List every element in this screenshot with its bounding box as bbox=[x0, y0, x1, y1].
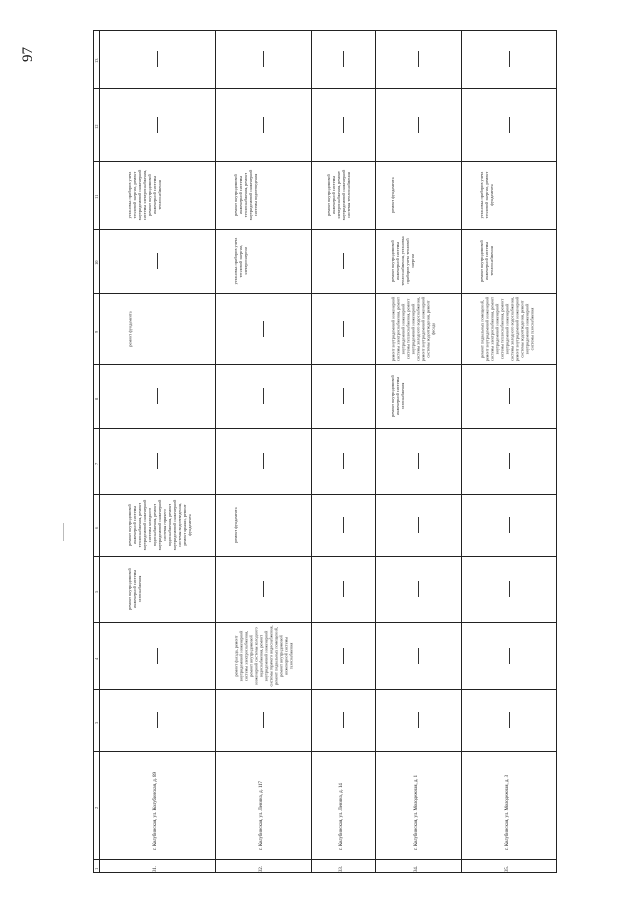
address-cell: г. Колубинская, ул. Колубинская, д. 89 bbox=[153, 772, 158, 850]
empty-dash bbox=[343, 321, 344, 337]
column-number: 8 bbox=[94, 397, 99, 400]
empty-dash bbox=[157, 51, 158, 67]
table-row-border bbox=[461, 30, 462, 873]
empty-dash bbox=[157, 453, 158, 469]
work-type-cell: ремонт фундамента bbox=[390, 177, 395, 213]
table-column-border bbox=[93, 161, 557, 162]
table-row-border bbox=[99, 30, 100, 873]
empty-dash bbox=[418, 453, 419, 469]
table-row-border bbox=[556, 30, 557, 873]
table-column-border bbox=[93, 293, 557, 294]
work-type-cell: ремонт фундамента bbox=[127, 310, 132, 347]
empty-dash bbox=[157, 712, 158, 728]
work-type-cell: ремонт внутридомовой инженерной системы электроснабжения, ремонт внутридомовой инженерной системы теплоснабжения, ремонт внутридомовой инженерной системы холодного водоснабжения, ремонт внутридомовой инженерной системы водоотведения, ремонт фасада bbox=[390, 296, 435, 361]
empty-dash bbox=[263, 712, 264, 728]
work-type-cell: установка приборов учета тепловой энергии, ремонт фундамента bbox=[479, 171, 494, 219]
table-column-border bbox=[93, 364, 557, 365]
empty-dash bbox=[343, 648, 344, 664]
table-column-border bbox=[93, 872, 557, 873]
work-type-cell: ремонт внутридомовой инженерной системы электроснабжения, ремонт внутридомовой инженерной системы теплоснабжения bbox=[326, 169, 351, 221]
work-type-cell: ремонт внутридомовой инженерной системы теплоснабжения bbox=[479, 240, 494, 282]
address-cell: г. Колубинская, ул. Ленина, д. 117 bbox=[259, 781, 264, 850]
column-number: 6 bbox=[94, 526, 99, 529]
table-row-border bbox=[311, 30, 312, 873]
empty-dash bbox=[343, 712, 344, 728]
work-type-cell: ремонт внутридомовой инженерной системы газоснабжения bbox=[390, 375, 405, 417]
table-column-border bbox=[93, 30, 557, 31]
empty-dash bbox=[509, 517, 510, 533]
work-type-cell: ремонт внутридомовой инженерной системы теплоснабжения, установка приборов учета тепловой энергии bbox=[390, 236, 415, 286]
empty-dash bbox=[343, 117, 344, 133]
column-number: 7 bbox=[94, 462, 99, 465]
table-row-border bbox=[215, 30, 216, 873]
column-number: 11 bbox=[94, 194, 99, 199]
table-column-border bbox=[93, 689, 557, 690]
empty-dash bbox=[418, 117, 419, 133]
row-number: 31. bbox=[153, 866, 158, 872]
margin-mark bbox=[63, 523, 64, 541]
table-column-border bbox=[93, 751, 557, 752]
column-number: 12 bbox=[94, 124, 99, 129]
page-number: 97 bbox=[20, 47, 36, 62]
address-cell: г. Колубинская, ул. Молодежная, д. 1 bbox=[414, 774, 419, 850]
empty-dash bbox=[263, 51, 264, 67]
empty-dash bbox=[157, 117, 158, 133]
row-number: 32. bbox=[259, 866, 264, 872]
empty-dash bbox=[509, 453, 510, 469]
work-type-cell: ремонт внутридомовой инженерной системы теплоснабжения, ремонт внутридомовой инженерной системы водоотведения bbox=[233, 169, 258, 221]
rotated-table bbox=[93, 30, 557, 873]
column-number: 1 bbox=[94, 867, 99, 870]
empty-dash bbox=[418, 51, 419, 67]
column-number: 3 bbox=[94, 721, 99, 724]
table-column-border bbox=[93, 622, 557, 623]
column-number: 13 bbox=[94, 58, 99, 63]
empty-dash bbox=[418, 712, 419, 728]
empty-dash bbox=[263, 388, 264, 404]
empty-dash bbox=[418, 648, 419, 664]
row-number: 33. bbox=[339, 866, 344, 872]
table-column-border bbox=[93, 556, 557, 557]
empty-dash bbox=[343, 517, 344, 533]
row-number: 35. bbox=[505, 866, 510, 872]
empty-dash bbox=[157, 648, 158, 664]
column-number: 9 bbox=[94, 330, 99, 333]
column-number: 2 bbox=[94, 806, 99, 809]
empty-dash bbox=[343, 51, 344, 67]
empty-dash bbox=[157, 253, 158, 269]
table-column-border bbox=[93, 88, 557, 89]
table-column-border bbox=[93, 859, 557, 860]
empty-dash bbox=[263, 321, 264, 337]
column-number: 5 bbox=[94, 590, 99, 593]
empty-dash bbox=[157, 388, 158, 404]
row-number: 34. bbox=[414, 866, 419, 872]
empty-dash bbox=[509, 388, 510, 404]
work-type-cell: ремонт внутридомовой инженерной системы газоснабжения bbox=[127, 568, 142, 610]
work-type-cell: ремонт подвальных помещений, ремонт внутридомовой инженерной системы электроснабжения, ремонт внутридомовой инженерной системы теплоснабжения, ремонт внутридомовой инженерной системы холодного водоснабжения, ремонт внутридомовой инженерной системы водоотведения, ремонт внутридомовой инженерной системы газоснабжения bbox=[479, 296, 534, 361]
address-cell: г. Колубинская, ул. Молодежная, д. 3 bbox=[505, 774, 510, 850]
empty-dash bbox=[509, 117, 510, 133]
empty-dash bbox=[343, 388, 344, 404]
column-number: 4 bbox=[94, 657, 99, 660]
table-row-border bbox=[93, 30, 94, 873]
empty-dash bbox=[509, 648, 510, 664]
empty-dash bbox=[418, 581, 419, 597]
table-row-border bbox=[375, 30, 376, 873]
empty-dash bbox=[509, 712, 510, 728]
table-column-border bbox=[93, 494, 557, 495]
work-type-cell: установка приборов учета тепловой энергии, электроэнергии bbox=[233, 237, 248, 285]
work-type-cell: установка приборов учета тепловой энергии, ремонт внутридомовой инженерной системы электроснабжения, ремонт внутридомовой инженерной системы теплоснабжения bbox=[127, 169, 162, 221]
empty-dash bbox=[263, 453, 264, 469]
column-number: 10 bbox=[94, 260, 99, 265]
address-cell: г. Колубинская, ул. Ленина, д. 14 bbox=[339, 783, 344, 850]
work-type-cell: ремонт фасада, ремонт внутридомовой инженерной системы электроснабжения, ремонт внутридомовой инженерной системы холодного водоснабжения, ремонт внутридомовой инженерной системы горячего водоснабжения, ремонт подвальных помещений, ремонт внутридомовой инженерной системы газоснабжения bbox=[233, 625, 293, 686]
work-type-cell: ремонт фундамента bbox=[233, 507, 238, 543]
table-column-border bbox=[93, 229, 557, 230]
table-column-border bbox=[93, 428, 557, 429]
empty-dash bbox=[263, 581, 264, 597]
empty-dash bbox=[343, 453, 344, 469]
empty-dash bbox=[509, 51, 510, 67]
empty-dash bbox=[343, 581, 344, 597]
work-type-cell: ремонт внутридомовой инженерной системы теплоснабжения, ремонт внутридомовой инженерной системы холодного водоснабжения, ремонт внутридомовой инженерной системы горячего водоснабжения, ремонт внутридомовой инженерной системы водоотведения, ремонт крыши, ремонт фундамента bbox=[127, 499, 192, 551]
empty-dash bbox=[263, 117, 264, 133]
empty-dash bbox=[509, 581, 510, 597]
empty-dash bbox=[418, 517, 419, 533]
empty-dash bbox=[343, 253, 344, 269]
